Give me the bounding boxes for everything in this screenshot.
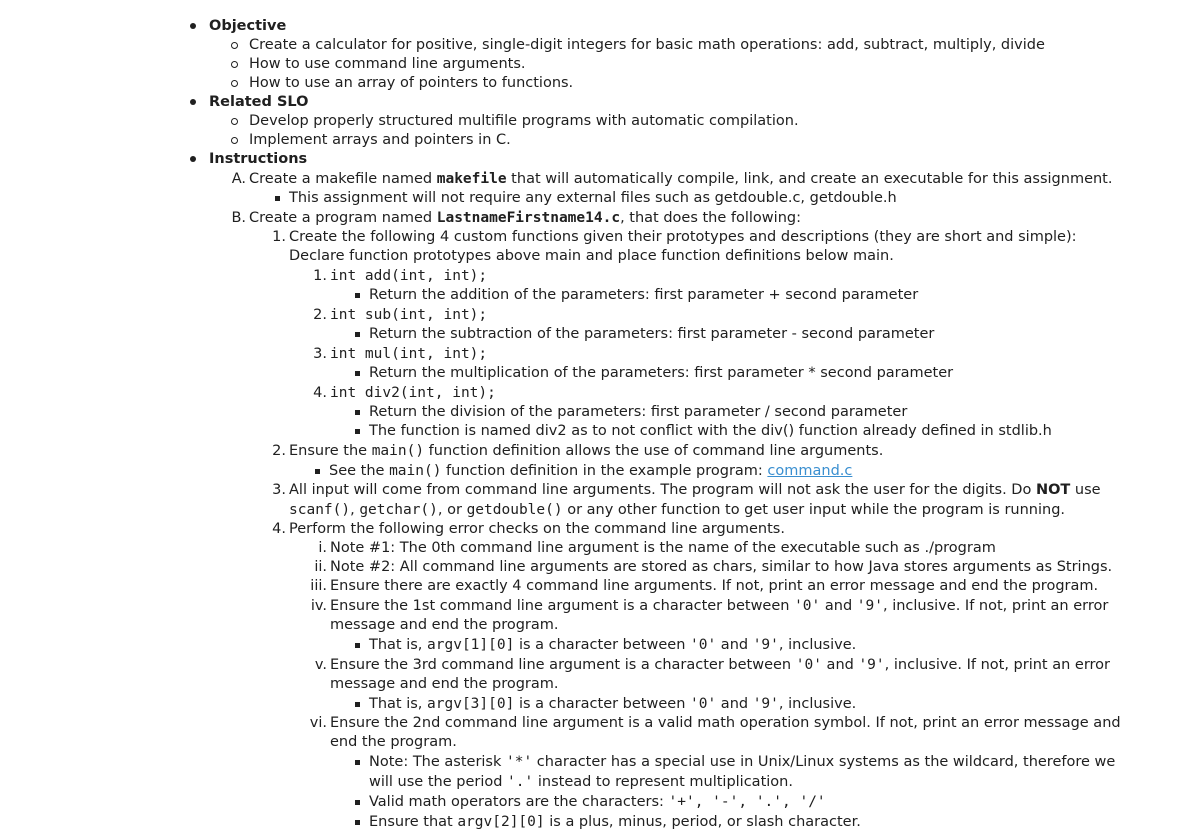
- check-iv-note: That is, argv[1][0] is a character between '0' and '9', inclusive.: [369, 636, 856, 655]
- function-prototype: 1. int add(int, int);: [313, 268, 488, 284]
- bullet-circle: [231, 137, 238, 144]
- function-note: Return the division of the parameters: first parameter / second parameter: [369, 403, 907, 422]
- program-file-name: LastnameFirstname14.c: [436, 210, 621, 226]
- check-vi-note-2: Valid math operators are the characters: '+', '-', '.', '/': [369, 793, 826, 812]
- bullet-square: [355, 293, 360, 298]
- bullet-square: [355, 820, 360, 825]
- slo-heading: Related SLO: [209, 94, 309, 110]
- check-vi-note-1: Note: The asterisk '*' character has a special use in Unix/Linux systems as the wildcard, therefore we: [369, 753, 1115, 772]
- instruction-b: B. Create a program named LastnameFirstname14.c, that does the following:: [231, 210, 801, 226]
- instructions-heading: Instructions: [209, 151, 308, 167]
- slo-item: Develop properly structured multifile programs with automatic compilation.: [249, 112, 799, 131]
- function-note: Return the addition of the parameters: first parameter + second parameter: [369, 286, 918, 305]
- step-1: 1. Create the following 4 custom functions given their prototypes and descriptions (they are short and simple):: [272, 229, 1077, 245]
- check-vi-note-1-line2: will use the period '.' instead to represent multiplication.: [369, 774, 793, 790]
- bullet-disc: [190, 99, 196, 105]
- bullet-square: [355, 429, 360, 434]
- check-iv: iv. Ensure the 1st command line argument is a character between '0' and '9', inclusive. If not, print an error: [310, 598, 1109, 614]
- bullet-square: [355, 371, 360, 376]
- check-iii: iii. Ensure there are exactly 4 command line arguments. If not, print an error message and end the program.: [310, 578, 1099, 594]
- bullet-disc: [190, 23, 196, 29]
- bullet-square: [355, 410, 360, 415]
- slo-item: Implement arrays and pointers in C.: [249, 131, 511, 150]
- step-1-line2: Declare function prototypes above main and place function definitions below main.: [289, 248, 894, 264]
- objective-item: How to use an array of pointers to functions.: [249, 74, 573, 93]
- slo-section: [209, 93, 308, 112]
- function-note: The function is named div2 as to not conflict with the div() function already defined in stdlib.h: [369, 422, 1052, 441]
- instruction-a: A. Create a makefile named makefile that will automatically compile, link, and create an executable for this assignment.: [231, 171, 1113, 187]
- bullet-square: [355, 760, 360, 765]
- bullet-square: [315, 469, 320, 474]
- function-note: Return the subtraction of the parameters: first parameter - second parameter: [369, 325, 934, 344]
- check-i: i. Note #1: The 0th command line argument is the name of the executable such as ./program: [318, 540, 996, 556]
- step-2-note: See the main() function definition in the example program: command.c: [329, 462, 852, 481]
- step-2: 2. Ensure the main() function definition allows the use of command line arguments.: [272, 443, 884, 459]
- check-v-line2: message and end the program.: [330, 676, 559, 692]
- objective-item: How to use command line arguments.: [249, 55, 526, 74]
- step-3-line2: scanf(), getchar(), or getdouble() or any other function to get user input while the program is running.: [289, 502, 1066, 518]
- check-vi-line2: end the program.: [330, 734, 457, 750]
- bullet-square: [355, 800, 360, 805]
- step-4: 4. Perform the following error checks on the command line arguments.: [272, 521, 785, 537]
- check-iv-line2: message and end the program.: [330, 617, 559, 633]
- function-prototype: 3. int mul(int, int);: [313, 346, 488, 362]
- bullet-square: [355, 332, 360, 337]
- bullet-circle: [231, 61, 238, 68]
- objective-heading: Objective: [209, 18, 287, 34]
- bullet-circle: [231, 80, 238, 87]
- objective-item: Create a calculator for positive, single-digit integers for basic math operations: add, subtract, multiply, divide: [249, 36, 1045, 55]
- check-v-note: That is, argv[3][0] is a character between '0' and '9', inclusive.: [369, 695, 856, 714]
- instructions-section: [209, 150, 307, 169]
- function-note: Return the multiplication of the parameters: first parameter * second parameter: [369, 364, 953, 383]
- bullet-square: [355, 702, 360, 707]
- bullet-square: [275, 196, 280, 201]
- makefile-name: makefile: [436, 171, 507, 187]
- instruction-a-note: This assignment will not require any external files such as getdouble.c, getdouble.h: [289, 189, 897, 208]
- command-c-link[interactable]: command.c: [767, 463, 853, 479]
- check-vi-note-3: Ensure that argv[2][0] is a plus, minus, period, or slash character.: [369, 813, 861, 832]
- bullet-circle: [231, 42, 238, 49]
- check-v: v. Ensure the 3rd command line argument is a character between '0' and '9', inclusive. If not, print an error: [314, 657, 1111, 673]
- objective-section: [209, 17, 286, 36]
- step-3: 3. All input will come from command line arguments. The program will not ask the user for the digits. Do NOT use: [272, 482, 1101, 498]
- bullet-circle: [231, 118, 238, 125]
- check-vi: vi. Ensure the 2nd command line argument is a valid math operation symbol. If not, print an error message and: [309, 715, 1121, 731]
- check-ii: ii. Note #2: All command line arguments are stored as chars, similar to how Java stores arguments as Strings.: [314, 559, 1113, 575]
- function-prototype: 4. int div2(int, int);: [313, 385, 496, 401]
- bullet-disc: [190, 156, 196, 162]
- function-prototype: 2. int sub(int, int);: [313, 307, 488, 323]
- bullet-square: [355, 643, 360, 648]
